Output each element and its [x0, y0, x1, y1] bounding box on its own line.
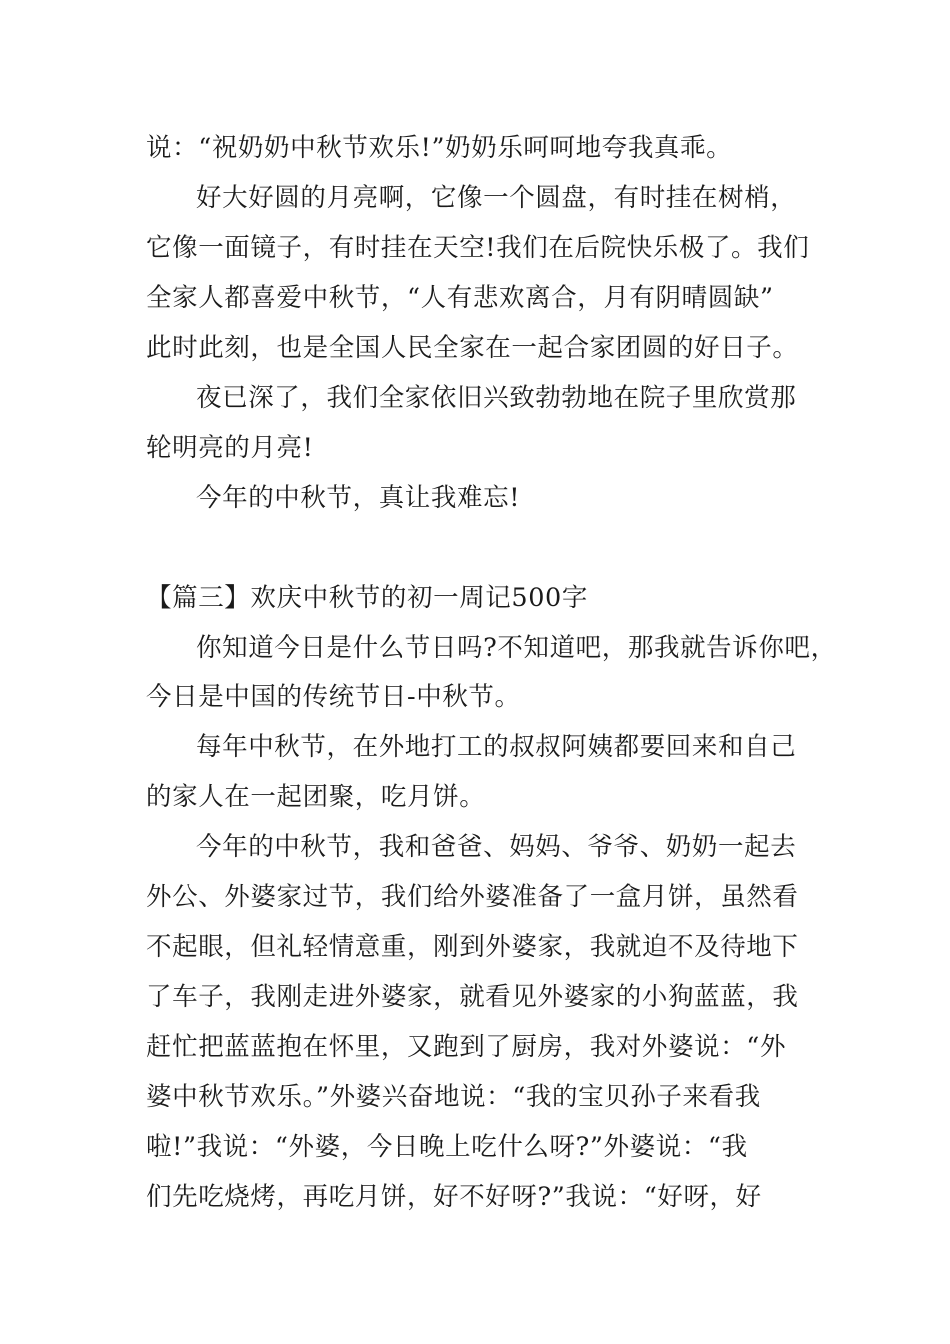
text-line: 今年的中秋节，我和爸爸、妈妈、爷爷、奶奶一起去	[196, 832, 797, 862]
text-line: 说：“祝奶奶中秋节欢乐!”奶奶乐呵呵地夸我真乖。	[146, 133, 733, 163]
text-line: 今日是中国的传统节日-中秋节。	[146, 682, 521, 712]
text-line: 此时此刻，也是全国人民全家在一起合家团圆的好日子。	[146, 333, 799, 363]
text-line: 了车子，我刚走进外婆家，就看见外婆家的小狗蓝蓝，我	[146, 982, 799, 1012]
text-line: 好大好圆的月亮啊，它像一个圆盘，有时挂在树梢，	[196, 183, 797, 213]
text-line: 全家人都喜爱中秋节，“人有悲欢离合，月有阴晴圆缺”	[146, 283, 774, 313]
text-line: 赶忙把蓝蓝抱在怀里，又跑到了厨房，我对外婆说：“外	[146, 1032, 787, 1062]
text-line: 它像一面镜子，有时挂在天空!我们在后院快乐极了。我们	[146, 233, 810, 263]
text-line: 外公、外婆家过节，我们给外婆准备了一盒月饼，虽然看	[146, 882, 799, 912]
text-line: 每年中秋节，在外地打工的叔叔阿姨都要回来和自己	[196, 732, 797, 762]
text-line: 你知道今日是什么节日吗?不知道吧，那我就告诉你吧，	[196, 633, 837, 663]
section-heading: 【篇三】欢庆中秋节的初一周记500字	[146, 583, 588, 613]
text-line: 的家人在一起团聚，吃月饼。	[146, 782, 486, 812]
text-line: 夜已深了，我们全家依旧兴致勃勃地在院子里欣赏那	[196, 383, 797, 413]
text-line: 今年的中秋节，真让我难忘!	[196, 483, 521, 513]
text-line: 不起眼，但礼轻情意重，刚到外婆家，我就迫不及待地下	[146, 932, 799, 962]
text-line: 轮明亮的月亮!	[146, 433, 314, 463]
text-line: 婆中秋节欢乐。”外婆兴奋地说：“我的宝贝孙子来看我	[146, 1082, 761, 1112]
text-line: 们先吃烧烤，再吃月饼，好不好呀?”我说：“好呀，好	[146, 1182, 762, 1212]
text-line: 啦!”我说：“外婆，今日晚上吃什么呀?”外婆说：“我	[146, 1132, 748, 1162]
